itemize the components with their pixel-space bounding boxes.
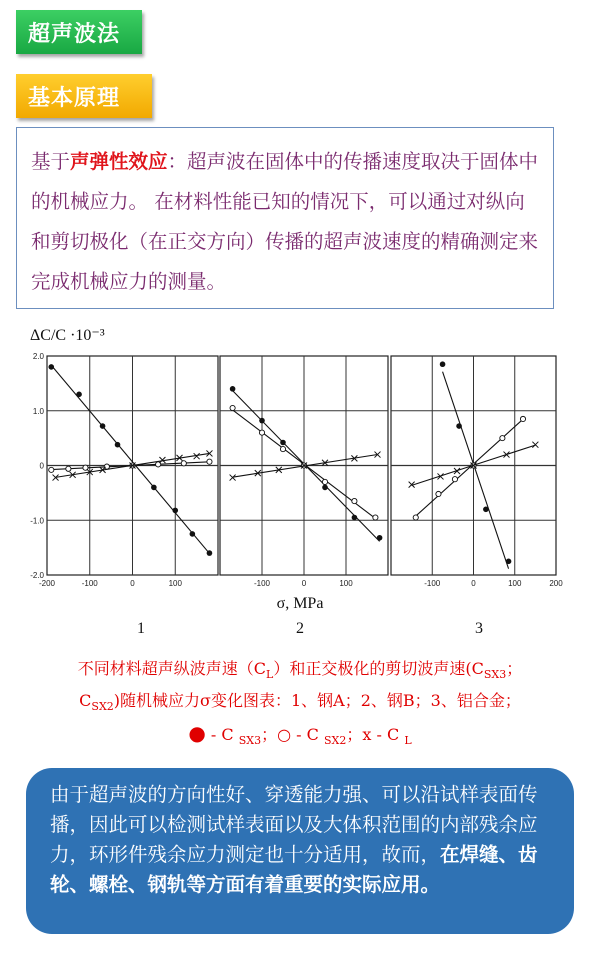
data-point-filled [322, 485, 328, 491]
data-point-filled [48, 364, 54, 370]
x-tick-label: -100 [81, 579, 98, 588]
x-tick-label: -200 [38, 579, 56, 588]
data-point-open [500, 436, 505, 441]
data-point-open [452, 477, 457, 482]
data-point-open [207, 459, 212, 464]
caption-line-3: ● - C $_{SX3}$；○ - C $_{SX2}$；x - C $_L$ [188, 721, 412, 748]
data-point-cross [230, 475, 236, 481]
data-point-filled [100, 423, 106, 429]
data-point-cross [532, 442, 538, 448]
x-tick-label: 100 [168, 579, 182, 588]
y-tick-label: 1.0 [32, 406, 44, 416]
panel-label: 3 [475, 620, 483, 637]
data-point-filled [456, 423, 462, 429]
data-point-filled [172, 508, 178, 514]
x-tick-label: 0 [130, 579, 135, 588]
data-point-filled [151, 485, 157, 491]
caption-line-1: 不同材料超声纵波声速$(C_L)$和正交极化的剪切波声速($C_{SX3}$； [77, 659, 523, 682]
data-point-filled [190, 531, 196, 537]
stress-velocity-chart [0, 318, 600, 648]
data-point-cross [504, 452, 510, 458]
panel-label: 2 [296, 620, 304, 637]
x-tick-label: 100 [339, 579, 353, 588]
x-tick-label: 100 [508, 579, 522, 588]
intro-rest: ：超声波在固体中的传播速度取决于固体中的机械应力。 在材料性能已知的情况下，可以通过对纵向和剪切极化（在正交方向）传播的超声波速度的精确测定来完成机械应力的测量。 [31, 150, 539, 293]
data-point-filled [377, 535, 383, 541]
intro-highlight: 声弹性效应 [70, 150, 168, 173]
x-tick-label: -100 [424, 579, 441, 588]
chart-xlabel: σ, MPa [276, 595, 324, 612]
data-point-open [413, 515, 418, 520]
series-line-filled [51, 365, 209, 553]
summary-bold-text: 在焊缝、齿轮、螺栓、钢轨等方面有着重要的实际应用。 [50, 843, 538, 896]
open-circle-icon: ○ [277, 725, 292, 745]
data-point-filled [115, 442, 121, 448]
data-point-filled [483, 507, 489, 513]
subsection-title-badge: 基本原理 [16, 74, 152, 118]
data-point-filled [506, 559, 512, 565]
data-point-filled [352, 515, 358, 521]
application-summary-box [26, 768, 574, 934]
data-point-open [66, 466, 71, 471]
chart-ylabel: ΔC/C ·10⁻³ [30, 327, 105, 344]
chart-caption [0, 656, 600, 755]
data-point-filled [259, 418, 265, 424]
data-point-open [230, 405, 235, 410]
y-tick-label: 2.0 [32, 352, 44, 361]
data-point-open [280, 446, 285, 451]
intro-text-box [16, 127, 554, 309]
section-title-badge: 超声波法 [16, 10, 142, 54]
y-tick-label: -2.0 [30, 571, 44, 580]
data-point-open [322, 479, 327, 484]
data-point-open [181, 461, 186, 466]
intro-lead: 基于 [31, 150, 71, 173]
x-tick-label: 0 [471, 579, 476, 588]
data-point-open [436, 491, 441, 496]
x-tick-label: 0 [301, 579, 307, 588]
data-point-filled [230, 386, 236, 392]
series-line-filled [443, 372, 509, 569]
x-tick-label: 200 [549, 579, 563, 588]
data-point-open [104, 464, 109, 469]
panel-label: 1 [137, 620, 145, 637]
data-point-open [373, 515, 378, 520]
y-tick-label: 0 [39, 461, 44, 471]
data-point-open [259, 430, 264, 435]
data-point-filled [280, 440, 286, 446]
filled-dot-icon: ● [188, 721, 206, 746]
caption-line-2: $C_{SX2}$)随机械应力σ变化图表：1、钢A；2、钢B；3、铝合金； [79, 691, 521, 714]
data-point-open [520, 416, 525, 421]
y-tick-label: -1.0 [30, 516, 44, 526]
data-point-open [352, 498, 357, 503]
data-point-filled [440, 361, 446, 367]
summary-plain-text: 由于超声波的方向性好、穿透能力强、可以沿试样表面传播，因此可以检测试样表面以及大体积范围的内部残余应力，环形件残余应力测定也十分适用，故而， [50, 783, 538, 866]
data-point-filled [76, 392, 82, 398]
data-point-filled [207, 550, 213, 556]
data-point-open [49, 467, 54, 472]
x-tick-label: -100 [253, 579, 271, 588]
